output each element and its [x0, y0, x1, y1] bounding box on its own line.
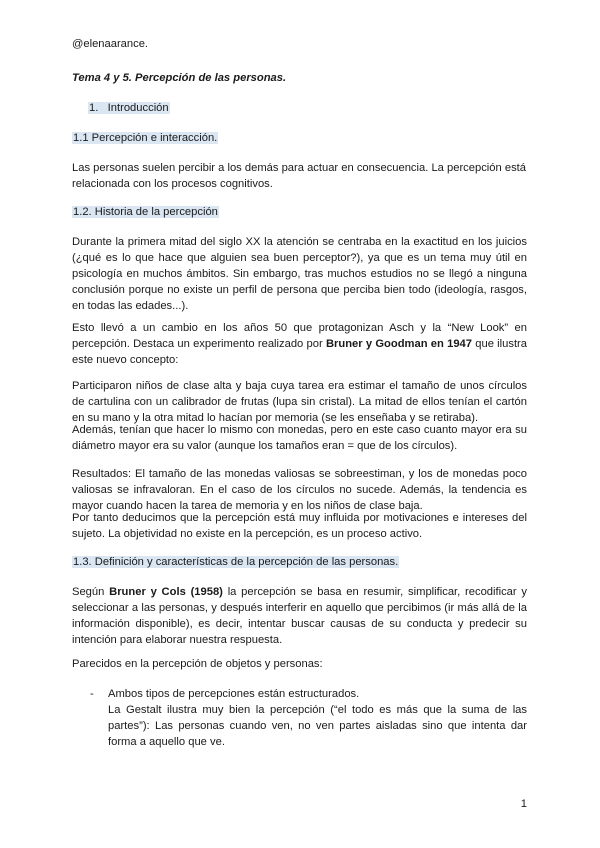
paragraph-conclusion: Por tanto deducimos que la percepción está muy influida por motivaciones e intereses del sujeto. La objetividad no existe en la percepción, es un proceso activo.	[72, 512, 527, 540]
subheading-text: 1.2. Historia de la percepción	[73, 206, 218, 218]
document-title: Tema 4 y 5. Percepción de las personas.	[72, 72, 287, 84]
paragraph-historia-1: Durante la primera mitad del siglo XX la atención se centraba en la exactitud en los juicios (¿qué es lo que hace que alguien sea buen perceptor?), ya que es un tema muy útil en psicología en muchos ámbitos. Sin embargo, tras muchos estudios no se llegó a ninguna conclusión porque no existe un perfil de persona que perciba bien todo (ideología, rasgos, en todas las edades...).	[72, 236, 527, 312]
paragraph-parecidos: Parecidos en la percepción de objetos y personas:	[72, 658, 323, 670]
section-label: Introducción	[107, 102, 169, 114]
subheading-percepcion-interaccion	[72, 130, 527, 146]
citation-bruner-cols: Bruner y Cols (1958)	[109, 586, 223, 598]
subheading-text: 1.3. Definición y características de la percepción de las personas.	[73, 556, 399, 568]
list-item-line-1: Ambos tipos de percepciones están estructurados.	[108, 688, 360, 700]
subheading-definicion	[72, 554, 527, 570]
page-number: 1	[520, 798, 527, 810]
citation-bruner-goodman: Bruner y Goodman en 1947	[325, 338, 472, 350]
text-run: la percepción se basa en resumir, simplificar, recodificar y seleccionar a las personas, y después interferir en aquello que percibimos (ir más allá de la información disponible), es decir, intentar buscar causas de su conducta y predecir su intención para elaborar nuestra respuesta.	[72, 586, 527, 646]
section-heading-highlight	[88, 102, 170, 114]
text-run: Según	[72, 586, 110, 598]
text-run: que ilustra este nuevo concepto:	[72, 338, 528, 366]
list-bullet-marker: -	[90, 688, 94, 700]
section-number: 1.	[89, 102, 99, 114]
subheading-text: 1.1 Percepción e interacción.	[73, 132, 218, 144]
list-item-line-2: La Gestalt ilustra muy bien la percepción (“el todo es más que la suma de las partes”): Las personas cuando ven, no ven partes aisladas sino que intenta dar forma a aquello que ve.	[108, 704, 527, 748]
paragraph-resultados: Resultados: El tamaño de las monedas valiosas se sobreestiman, y los de monedas poco valiosas se infravaloran. En el caso de los círculos no sucede. Además, la tendencia es mayor cuando hacen la tarea de memoria y en los niños de clase baja.	[72, 468, 527, 512]
paragraph-historia-2	[72, 320, 527, 368]
text-run: Esto llevó a un cambio en los años 50 que protagonizan Asch y la “New Look” en percepción. Destaca un experimento realizado por	[72, 322, 527, 350]
paragraph-definicion	[72, 584, 527, 648]
paragraph-monedas: Además, tenían que hacer lo mismo con monedas, pero en este caso cuanto mayor era su diámetro mayor era su valor (aunque los tamaños eran = que de los círculos).	[72, 424, 527, 452]
author-handle: @elenaarance.	[72, 38, 149, 50]
paragraph-experimento: Participaron niños de clase alta y baja cuya tarea era estimar el tamaño de unos círculos de cartulina con un calibrador de frutas (lupa sin cristal). La mitad de ellos tenían el cartón en su mano y la otra mitad lo hacían por memoria (se les enseñaba y se retiraba).	[72, 380, 527, 424]
section-heading-introduccion	[88, 100, 170, 116]
paragraph-intro: Las personas suelen percibir a los demás para actuar en consecuencia. La percepción está relacionada con los procesos cognitivos.	[72, 162, 526, 190]
subheading-historia	[72, 204, 527, 220]
